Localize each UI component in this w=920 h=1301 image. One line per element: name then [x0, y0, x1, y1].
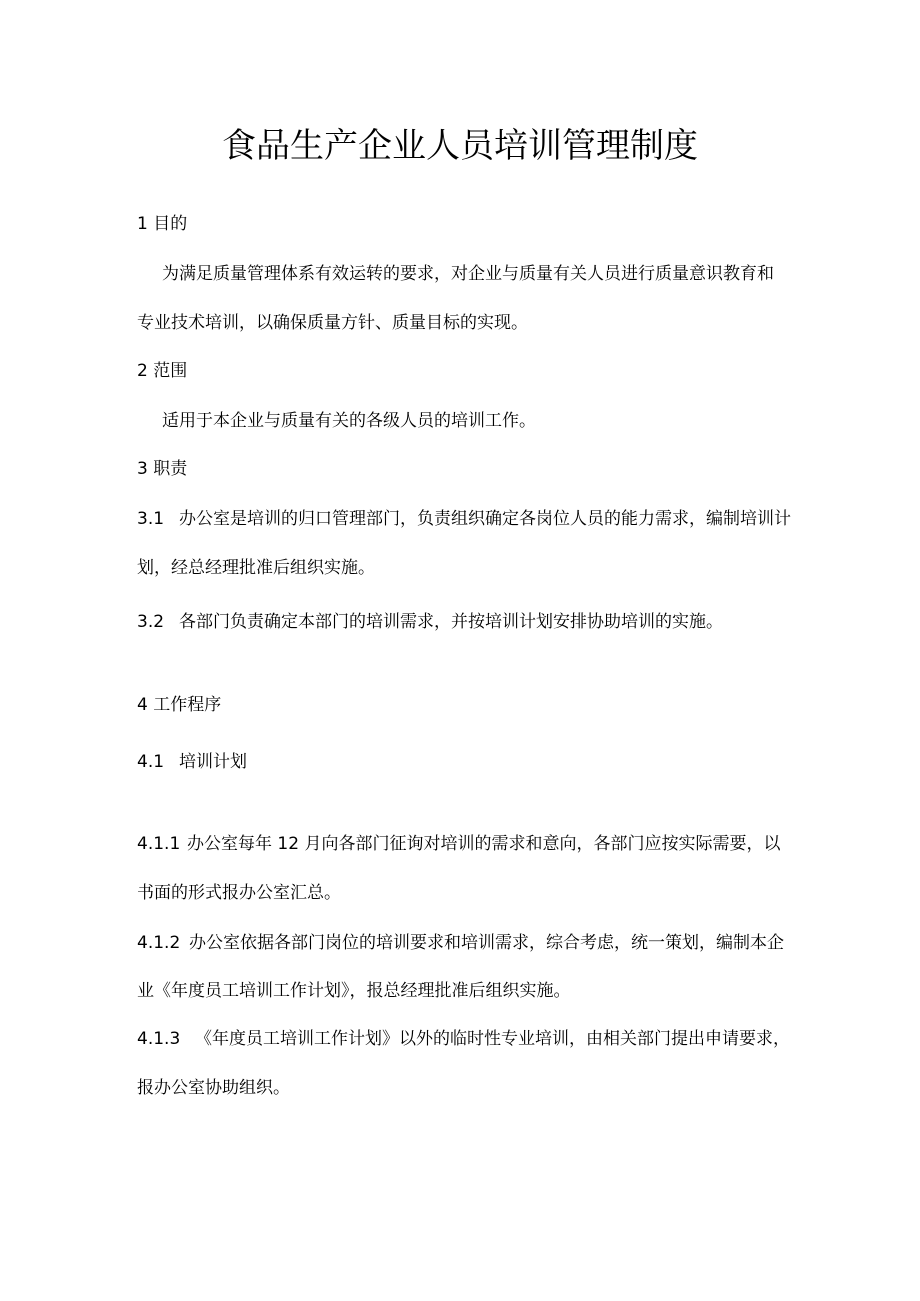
item-4-1-1-line-1 — [137, 832, 780, 856]
section-2-paragraph-line-1: 适用于本企业与质量有关的各级人员的培训工作。 — [162, 411, 536, 431]
item-3-2-number: 3.2 — [137, 612, 165, 632]
item-3-1-line-1 — [137, 507, 791, 531]
item-4-1-3-line-2: 报办公室协助组织。 — [137, 1078, 290, 1098]
item-4-1-2-line-1 — [137, 931, 784, 955]
item-4-1-2-number: 4.1.2 — [137, 933, 181, 953]
item-4-1-1-number: 4.1.1 — [137, 834, 181, 854]
item-3-1-number: 3.1 — [137, 509, 165, 529]
section-2-heading: 2 范围 — [137, 361, 188, 381]
item-4-1-1-text: 办公室每年 12 月向各部门征询对培训的需求和意向，各部门应按实际需要，以 — [187, 834, 781, 854]
section-1-paragraph-line-2: 专业技术培训，以确保质量方针、质量目标的实现。 — [137, 313, 528, 333]
section-1-paragraph-line-1: 为满足质量管理体系有效运转的要求，对企业与质量有关人员进行质量意识教育和 — [162, 264, 774, 284]
item-4-1-2-line-2: 业《年度员工培训工作计划》，报总经理批准后组织实施。 — [137, 981, 571, 1001]
item-4-1-1-line-2: 书面的形式报办公室汇总。 — [137, 883, 341, 903]
item-4-1-2-text: 办公室依据各部门岗位的培训要求和培训需求，综合考虑，统一策划，编制本企 — [189, 933, 784, 953]
item-3-2-text: 各部门负责确定本部门的培训需求，并按培训计划安排协助培训的实施。 — [179, 612, 723, 632]
item-4-1-3-number: 4.1.3 — [137, 1029, 181, 1049]
document-title: 食品生产企业人员培训管理制度 — [222, 126, 698, 166]
item-3-2-line-1 — [137, 610, 723, 634]
section-3-heading: 3 职责 — [137, 459, 188, 479]
item-3-1-line-2: 划，经总经理批准后组织实施。 — [137, 558, 375, 578]
item-4-1-number: 4.1 — [137, 752, 165, 772]
item-4-1-title: 培训计划 — [179, 752, 247, 772]
section-4-heading: 4 工作程序 — [137, 695, 222, 715]
item-4-1-line — [137, 750, 247, 774]
section-1-heading: 1 目的 — [137, 214, 188, 234]
item-4-1-3-text: 《年度员工培训工作计划》以外的临时性专业培训，由相关部门提出申请要求， — [195, 1029, 790, 1049]
item-4-1-3-line-1 — [137, 1027, 790, 1051]
item-3-1-text: 办公室是培训的归口管理部门，负责组织确定各岗位人员的能力需求，编制培训计 — [179, 509, 791, 529]
